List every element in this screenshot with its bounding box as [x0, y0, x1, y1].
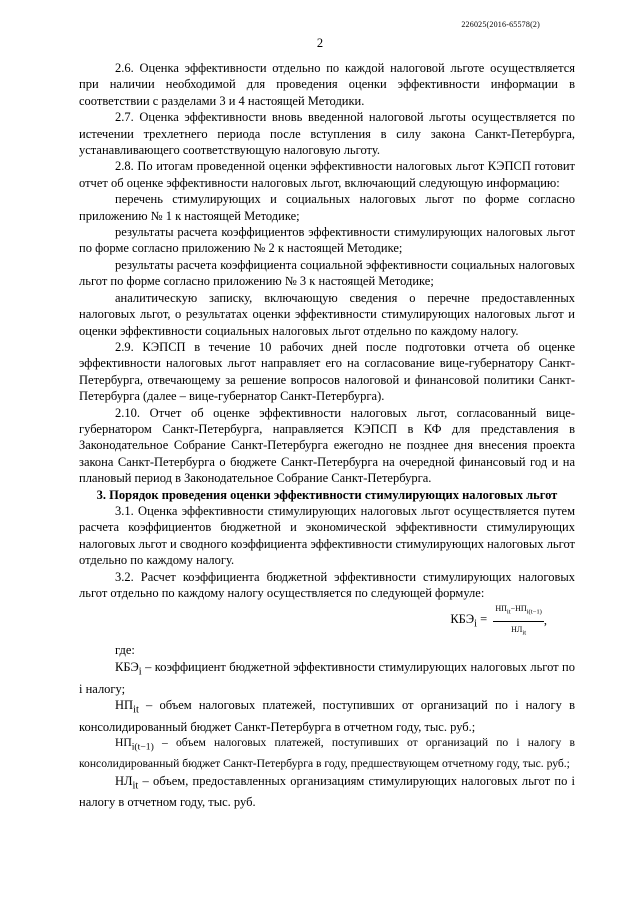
paragraph-3-2: 3.2. Расчет коэффициента бюджетной эффективности стимулирующих налоговых льгот отдельно по каждому налогу осуществляется по следующей формуле:	[79, 569, 575, 600]
paragraph-2-8: 2.8. По итогам проведенной оценки эффективности налоговых льгот КЭПСП готовит отчет об оценке эффективности налоговых льгот, включающий следующую информацию:	[79, 159, 575, 190]
formula-fraction	[493, 601, 544, 642]
definition-text: – объем налоговых платежей, поступивших от организаций по i налогу в консолидированный бюджет Санкт-Петербурга в отчетном году, тыс. руб.;	[79, 698, 575, 735]
formula-lhs-sub: i	[474, 618, 477, 630]
paragraph-3-1: 3.1. Оценка эффективности стимулирующих налоговых льгот осуществляется путем расчета коэффициентов бюджетной и экономической эффективности стимулирующих налоговых льгот и сводного коэффициента эффективности стимулирующих налоговых льгот отдельно по каждому налогу.	[79, 503, 575, 568]
definition-symbol: НП	[115, 698, 134, 713]
paragraph-2-10: 2.10. Отчет об оценке эффективности налоговых льгот, согласованный вице-губернатором Санкт-Петербурга, направляется КЭПСП в КФ для представления в Законодательное Собрание Санкт-Петербурга ежегодно не позднее дня внесения проекта закона Санкт-Петербурга о бюджете Санкт-Петербурга на очередной финансовый год и на плановый период в Законодательное Собрание Санкт-Петербурга.	[79, 405, 575, 486]
denominator-nl: НЛ	[511, 625, 523, 635]
definition-symbol: НП	[115, 736, 132, 750]
formula-lhs: КБЭ	[450, 611, 475, 626]
list-item-annex-1: перечень стимулирующих и социальных налоговых льгот по форме согласно приложению № 1 к настоящей Методике;	[79, 192, 575, 223]
definition-nl-it	[79, 773, 575, 811]
definition-np-prev	[79, 735, 575, 772]
list-item-annex-3: результаты расчета коэффициента социальной эффективности социальных налоговых льгот по форме согласно приложению № 3 к настоящей Методике;	[79, 257, 575, 289]
paragraph-2-9: 2.9. КЭПСП в течение 10 рабочих дней после подготовки отчета об оценке эффективности налоговых льгот направляет его на согласование вице-губернатору Санкт-Петербурга, отвечающему за решение вопросов налоговой и финансовой политики Санкт-Петербурга (далее – вице-губернатор Санкт-Петербурга).	[79, 339, 575, 404]
document-body	[79, 60, 575, 811]
section-heading: 3. Порядок проведения оценки эффективности стимулирующих налоговых льгот	[96, 487, 558, 502]
definition-symbol-sub: it	[132, 780, 139, 792]
formula-denominator	[493, 622, 544, 642]
formula-tail: ,	[543, 613, 547, 628]
definition-np-it	[79, 697, 575, 735]
numerator-np: НП	[495, 604, 507, 614]
definition-symbol-sub: i	[138, 666, 142, 678]
formula-numerator	[493, 601, 544, 622]
paragraph-2-7: 2.7. Оценка эффективности вновь введенной налоговой льготы осуществляется по истечении трехлетнего периода после вступления в силу закона Санкт-Петербурга, устанавливающего соответствующую налоговую льготу.	[79, 110, 575, 158]
definition-symbol-sub: i(t−1)	[131, 741, 154, 753]
formula-kbe	[79, 601, 575, 642]
list-item-annex-2: результаты расчета коэффициентов эффективности стимулирующих налоговых льгот по форме согласно приложению № 2 к настоящей Методике;	[79, 225, 575, 256]
document-id: 226025(2016-65578(2)	[461, 20, 540, 29]
definition-text: – объем налоговых платежей, поступивших от организаций по i налогу в консолидированный бюджет Санкт-Петербурга в году, предшествующем отчетному году, тыс. руб.;	[79, 736, 575, 771]
numerator-minus-np: −НП	[510, 604, 527, 614]
numerator-np-sub: it	[506, 609, 511, 616]
definition-symbol-sub: it	[133, 704, 139, 716]
definition-text: – объем, предоставленных организациям стимулирующих налоговых льгот по i налогу в отчетном году, тыс. руб.	[79, 773, 575, 810]
definition-symbol: НЛ	[115, 773, 133, 788]
definition-text: – коэффициент бюджетной эффективности стимулирующих налоговых льгот по i налогу;	[79, 659, 575, 696]
page-number: 2	[316, 36, 324, 50]
formula-equals: =	[477, 611, 491, 626]
list-item-analytic-note: аналитическую записку, включающую сведения о перечне предоставленных налоговых льгот, о результатах оценки эффективности стимулирующих налоговых льгот и оценки эффективности социальных налоговых льгот отдельно по каждому налогу.	[79, 290, 575, 338]
where-label: где:	[115, 643, 135, 658]
denominator-nl-sub: it	[522, 630, 527, 637]
numerator-minus-np-sub: i(t−1)	[526, 609, 542, 616]
definition-kbe	[79, 659, 575, 697]
paragraph-2-6: 2.6. Оценка эффективности отдельно по каждой налоговой льготе осуществляется при наличии необходимой для проведения оценки эффективности информации в соответствии с разделами 3 и 4 настоящей Методики.	[79, 61, 575, 108]
definition-symbol: КБЭ	[115, 659, 139, 674]
